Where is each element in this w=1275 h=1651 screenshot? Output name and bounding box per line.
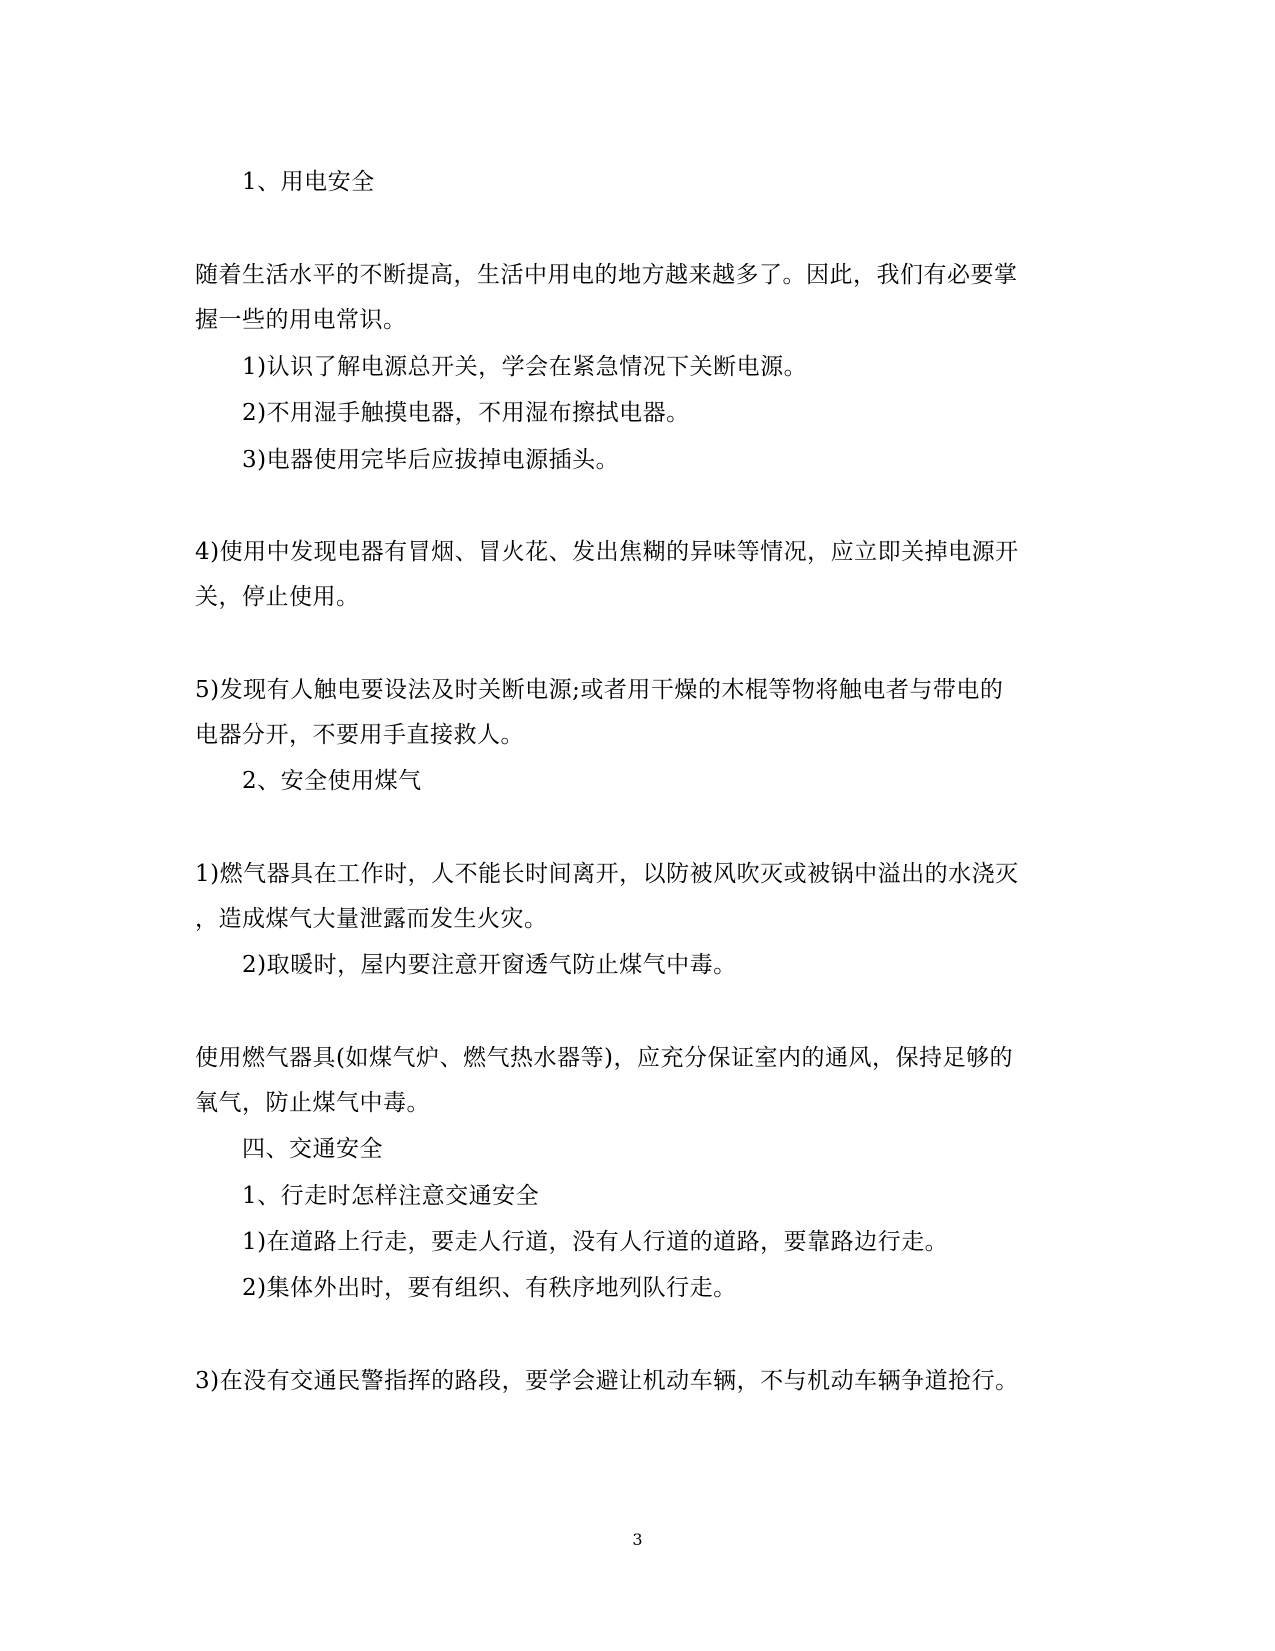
list-item-continuation: 电器分开，不要用手直接救人。 bbox=[195, 722, 524, 748]
paragraph-line: 握一些的用电常识。 bbox=[195, 307, 407, 333]
list-item: 5)发现有人触电要设法及时关断电源;或者用干燥的木棍等物将触电者与带电的 bbox=[195, 677, 1004, 703]
list-item: 1)燃气器具在工作时，人不能长时间离开，以防被风吹灭或被锅中溢出的水浇灭 bbox=[195, 861, 1019, 887]
heading-gas-safety: 2、安全使用煤气 bbox=[242, 768, 422, 794]
list-item: 2)集体外出时，要有组织、有秩序地列队行走。 bbox=[242, 1275, 737, 1301]
list-item: 1)认识了解电源总开关，学会在紧急情况下关断电源。 bbox=[242, 354, 808, 380]
heading-electricity-safety: 1、用电安全 bbox=[242, 169, 375, 195]
list-item: 2)取暖时，屋内要注意开窗透气防止煤气中毒。 bbox=[242, 952, 737, 978]
list-item: 1)在道路上行走，要走人行道，没有人行道的道路，要靠路边行走。 bbox=[242, 1229, 949, 1255]
subheading-walking-safety: 1、行走时怎样注意交通安全 bbox=[242, 1183, 540, 1209]
list-item-continuation: ，造成煤气大量泄露而发生火灾。 bbox=[195, 906, 548, 932]
list-item: 4)使用中发现电器有冒烟、冒火花、发出焦糊的异味等情况，应立即关掉电源开 bbox=[195, 539, 1019, 565]
list-item-continuation: 关，停止使用。 bbox=[195, 584, 360, 610]
paragraph-line: 氧气，防止煤气中毒。 bbox=[195, 1090, 430, 1116]
list-item: 2)不用湿手触摸电器，不用湿布擦拭电器。 bbox=[242, 400, 690, 426]
heading-traffic-safety: 四、交通安全 bbox=[242, 1136, 383, 1162]
page-number: 3 bbox=[632, 1530, 643, 1549]
paragraph-line: 使用燃气器具(如煤气炉、燃气热水器等)，应充分保证室内的通风，保持足够的 bbox=[195, 1045, 1013, 1071]
paragraph-line: 随着生活水平的不断提高，生活中用电的地方越来越多了。因此，我们有必要掌 bbox=[195, 262, 1018, 288]
list-item: 3)电器使用完毕后应拔掉电源插头。 bbox=[242, 447, 620, 473]
list-item: 3)在没有交通民警指挥的路段，要学会避让机动车辆，不与机动车辆争道抢行。 bbox=[195, 1368, 1019, 1394]
